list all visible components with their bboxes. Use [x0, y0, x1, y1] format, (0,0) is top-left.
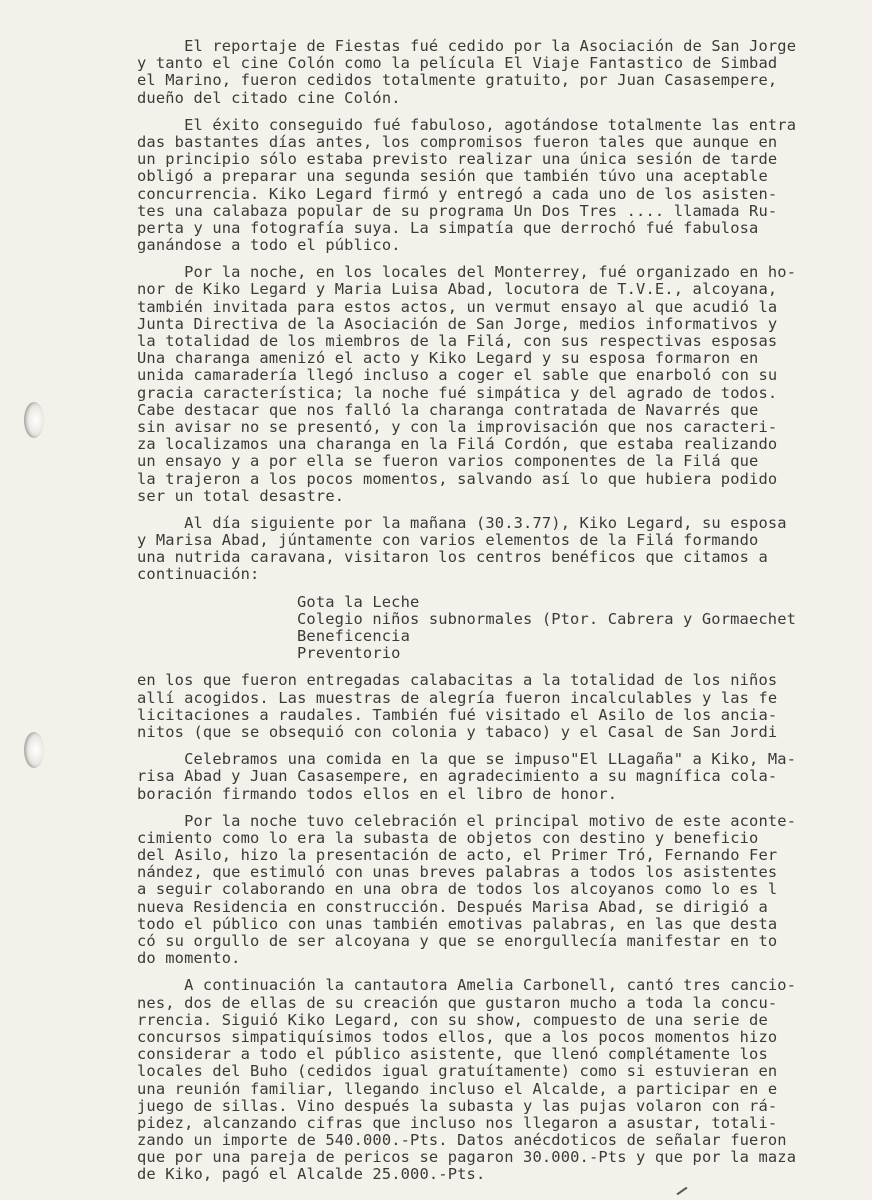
text-line: la totalidad de los miembros de la Filá, con sus respectivas esposas — [137, 332, 778, 350]
text-line: concursos simpatiquísimos todos ellos, que a los pocos momentos hizo — [137, 1027, 778, 1046]
text-line: continuación: — [137, 565, 260, 584]
text-line: concurrencia. Kiko Legard firmó y entregó a cada uno de los asisten- — [137, 184, 778, 203]
paragraph — [137, 117, 872, 255]
text-line: Por la noche, en los locales del Monterrey, fué organizado en ho- — [137, 263, 797, 282]
text-line: Por la noche tuvo celebración el principal motivo de este aconte- — [137, 811, 797, 830]
text-line: la trajeron a los pocos momentos, salvando así lo que hubiera podido — [137, 469, 778, 488]
text-line: unida camaradería llegó incluso a coger el sable que enarboló con su — [137, 366, 778, 385]
punch-hole-bottom — [24, 732, 44, 768]
centers-list — [297, 594, 872, 663]
text-line: y tanto el cine Colón como la película El Viaje Fantastico de Simbad — [137, 54, 778, 73]
text-line: zando un importe de 540.000.-Pts. Datos anécdoticos de señalar fueron — [137, 1131, 787, 1150]
text-line: risa Abad y Juan Casasempere, en agradecimiento a su magnífica cola- — [137, 767, 778, 786]
text-line: que por una pareja de pericos se pagaron 30.000.-Pts y que por la maza — [137, 1148, 797, 1167]
text-line: Junta Directiva de la Asociación de San Jorge, medios informativos y — [137, 314, 778, 333]
text-line: ganándose a todo el público. — [137, 236, 401, 255]
text-line: có su orgullo de ser alcoyana y que se enorgullecía manifestar en to — [137, 932, 778, 950]
text-line: nueva Residencia en construcción. Después Marisa Abad, se dirigió a — [137, 897, 768, 916]
text-line: za localizamos una charanga en la Filá Cordón, que estaba realizando — [137, 435, 778, 454]
text-line: boración firmando todos ellos en el libro de honor. — [137, 784, 618, 803]
paragraph — [137, 751, 872, 803]
text-line: das bastantes días antes, los compromisos fueron tales que aunque en — [137, 132, 778, 151]
text-line: considerar a todo el público asistente, que llenó complétamente los — [137, 1045, 768, 1064]
text-line: una nutrida caravana, visitaron los centros benéficos que citamos a — [137, 548, 768, 567]
paragraph — [137, 977, 872, 1183]
text-line: licitaciones a raudales. También fué visitado el Asilo de los ancia- — [137, 705, 778, 724]
paragraph — [137, 672, 872, 741]
text-line: Cabe destacar que nos falló la charanga contratada de Navarrés que — [137, 400, 759, 419]
text-line: nitos (que se obsequió con colonia y tabaco) y el Casal de San Jordi — [137, 722, 778, 741]
text-line: en los que fueron entregadas calabacitas a la totalidad de los niños — [137, 671, 778, 690]
paragraph — [137, 38, 872, 107]
text-line: Celebramos una comida en la que se impuso"El LLagaña" a Kiko, Ma- — [137, 750, 797, 769]
text-line: nor de Kiko Legard y Maria Luisa Abad, locutora de T.V.E., alcoyana, — [137, 280, 778, 299]
text-line: tes una calabaza popular de su programa Un Dos Tres .... llamada Ru- — [137, 201, 778, 220]
text-line: una reunión familiar, llegando incluso el Alcalde, a participar en e — [137, 1079, 778, 1098]
text-line: A continuación la cantautora Amelia Carbonell, cantó tres cancio- — [137, 976, 797, 995]
text-line: rrencia. Siguió Kiko Legard, con su show, compuesto de una serie de — [137, 1010, 768, 1029]
text-line: El reportaje de Fiestas fué cedido por la Asociación de San Jorge — [137, 37, 797, 55]
text-line: también invitada para estos actos, un vermut ensayo al que acudió la — [137, 297, 778, 316]
text-line: sin avisar no se presentó, y con la improvisación que nos caracteri- — [137, 417, 778, 436]
text-line: Al día siguiente por la mañana (30.3.77), Kiko Legard, su esposa — [137, 513, 787, 532]
center-item: Gota la Leche — [297, 592, 420, 611]
text-line: Una charanga amenizó el acto y Kiko Legard y su esposa formaron en — [137, 349, 759, 368]
text-line: cimiento como lo era la subasta de objetos con destino y beneficio — [137, 828, 759, 847]
text-line: El éxito conseguido fué fabuloso, agotándose totalmente las entra — [137, 115, 797, 134]
paragraphs-before-list — [137, 38, 872, 584]
text-line: todo el público con unas también emotivas palabras, en las que desta — [137, 914, 778, 933]
paragraph — [137, 515, 872, 584]
text-line: locales del Buho (cedidos igual gratuítamente) como si estuvieran en — [137, 1062, 778, 1081]
center-item: Colegio niños subnormales (Ptor. Cabrera y Gormaechet — [297, 609, 797, 628]
paragraphs-after-list — [137, 672, 872, 1183]
paragraph — [137, 813, 872, 968]
text-line: allí acogidos. Las muestras de alegría fueron incalculables y las fe — [137, 688, 778, 707]
text-line: un principio sólo estaba previsto realizar una única sesión de tarde — [137, 150, 778, 169]
text-line: nes, dos de ellas de su creación que gustaron mucho a toda la concu- — [137, 993, 778, 1012]
text-line: nández, que estimuló con unas breves palabras a todos los asistentes — [137, 863, 778, 882]
text-line: y Marisa Abad, júntamente con varios elementos de la Filá formando — [137, 531, 759, 550]
center-item: Beneficencia — [297, 627, 410, 645]
text-line: juego de sillas. Vino después la subasta y las pujas volaron con rá- — [137, 1096, 778, 1115]
text-line: obligó a preparar una segunda sesión que también túvo una aceptable — [137, 167, 768, 186]
typed-text — [137, 38, 872, 1194]
punch-hole-top — [24, 402, 44, 438]
text-line: gracia característica; la noche fué simpática y del agrado de todos. — [137, 383, 778, 402]
text-line: de Kiko, pagó el Alcalde 25.000.-Pts. — [137, 1165, 486, 1184]
text-line: un ensayo y a por ella se fueron varios componentes de la Filá que — [137, 452, 759, 471]
paragraph — [137, 264, 872, 505]
text-line: del Asilo, hizo la presentación de acto, el Primer Tró, Fernando Fer — [137, 846, 778, 865]
text-line: perta y una fotografía suya. La simpatía que derrochó fué fabulosa — [137, 218, 759, 237]
text-line: pidez, alcanzando cifras que incluso nos llegaron a asustar, totali- — [137, 1113, 778, 1132]
text-line: el Marino, fueron cedidos totalmente gratuito, por Juan Casasempere, — [137, 71, 778, 90]
text-line: a seguir colaborando en una obra de todos los alcoyanos como lo es l — [137, 880, 778, 899]
text-line: do momento. — [137, 949, 241, 968]
text-line: ser un total desastre. — [137, 486, 345, 505]
center-item: Preventorio — [297, 644, 401, 663]
text-line: dueño del citado cine Colón. — [137, 88, 401, 107]
